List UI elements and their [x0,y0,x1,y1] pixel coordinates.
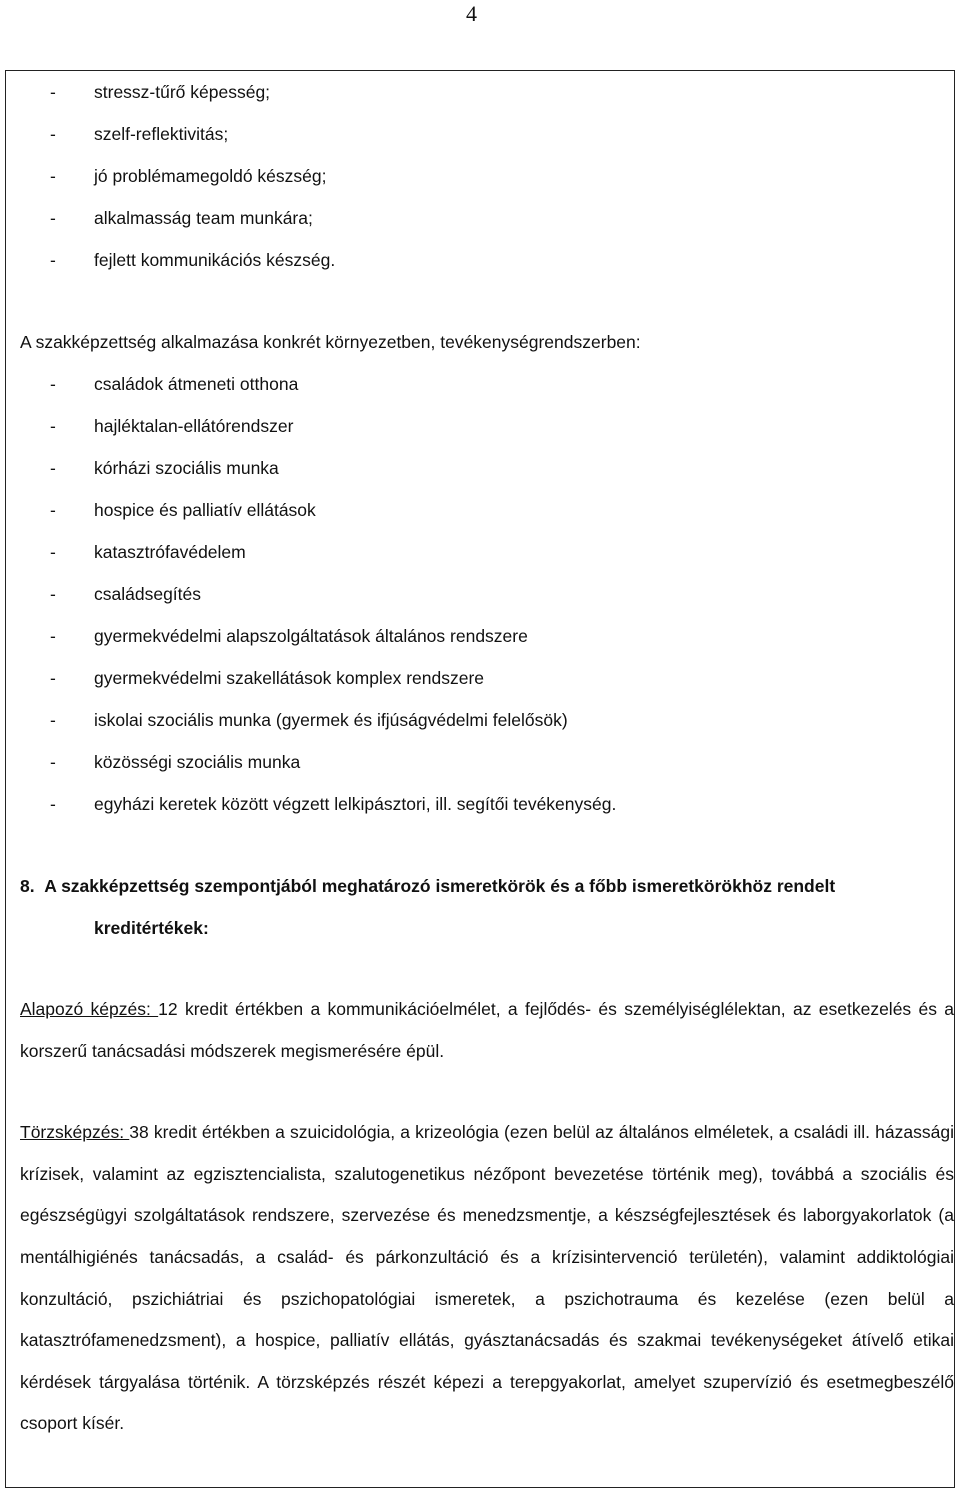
list-dash: - [50,542,56,562]
application-heading: A szakképzettség alkalmazása konkrét környezetben, tevékenységrendszerben: [20,332,641,352]
application-list [20,363,954,825]
list-dash: - [50,208,56,228]
list-dash: - [50,668,56,688]
page-content [20,71,954,1445]
list-dash: - [50,374,56,394]
list-dash: - [50,166,56,186]
list-item: - kórházi szociális munka [20,447,954,489]
list-dash: - [50,752,56,772]
list-dash: - [50,82,56,102]
section-title: A szakképzettség szempontjából meghatározó ismeretkörök és a főbb ismeretkörökhöz rendelt [44,876,836,896]
list-item: - szelf-reflektivitás; [20,113,954,155]
list-item: - fejlett kommunikációs készség. [20,239,954,281]
list-item: - gyermekvédelmi szakellátások komplex rendszere [20,657,954,699]
list-item: - gyermekvédelmi alapszolgáltatások általános rendszere [20,615,954,657]
list-item: - hospice és palliatív ellátások [20,489,954,531]
list-item: - családsegítés [20,573,954,615]
list-dash: - [50,458,56,478]
list-item: - katasztrófavédelem [20,531,954,573]
section-number: 8. [20,876,35,896]
page-number: 4 [466,1,477,26]
page-frame [5,70,955,1488]
list-item: - iskolai szociális munka (gyermek és ifjúságvédelmi felelősök) [20,699,954,741]
list-item: - egyházi keretek között végzett lelkipásztori, ill. segítői tevékenység. [20,783,954,825]
list-item: - közösségi szociális munka [20,741,954,783]
list-item: - hajléktalan-ellátórendszer [20,405,954,447]
list-dash: - [50,626,56,646]
list-item: - családok átmeneti otthona [20,363,954,405]
alapozo-text: 12 kredit értékben a kommunikációelmélet, a fejlődés- és személyiséglélektan, az esetkezelés és a korszerű tanácsadási módszerek megismerésére épül. [20,999,954,1061]
list-dash: - [50,794,56,814]
list-dash: - [50,124,56,144]
list-dash: - [50,584,56,604]
list-dash: - [50,710,56,730]
list-dash: - [50,500,56,520]
skills-list [20,71,954,281]
alapozo-label: Alapozó képzés: [20,999,159,1019]
torzs-label: Törzsképzés: [20,1122,130,1143]
list-dash: - [50,416,56,436]
list-item: - jó problémamegoldó készség; [20,155,954,197]
section-heading [20,865,954,907]
section-title-continued: kreditértékek: [94,918,209,938]
torzs-text: 38 kredit értékben a szuicidológia, a krizeológia (ezen belül az általános elméletek, a családi ill. házassági krízisek, valamint az egzisztencialista, szalutogenetikus nézőpont bevezetése történik meg), továbbá a szociális és egészségügyi szolgáltatások rendszere, szervezése és menedzsmentje, a készségfejlesztések és laborgyakorlatok (a mentálhigiénés tanácsadás, a család- és párkonzultáció és a krízisintervenció területén), valamint addiktológiai konzultáció, pszichiátriai és pszichopatológiai ismeretek, a pszichotrauma és kezelése (ezen belül a katasztrófamenedzsment), a hospice, palliatív ellátás, gyásztanácsadás és szakmai tevékenységeket átívelő etikai kérdések tárgyalása történik. A törzsképzés részét képezi a terepgyakorlat, amelyet szupervízió és esetmegbeszélő csoport kísér. [20,1122,954,1434]
alapozo-paragraph [20,989,954,1072]
list-item: - alkalmasság team munkára; [20,197,954,239]
torzs-paragraph [20,1112,954,1445]
list-item: - stressz-tűrő képesség; [20,71,954,113]
list-dash: - [50,250,56,270]
